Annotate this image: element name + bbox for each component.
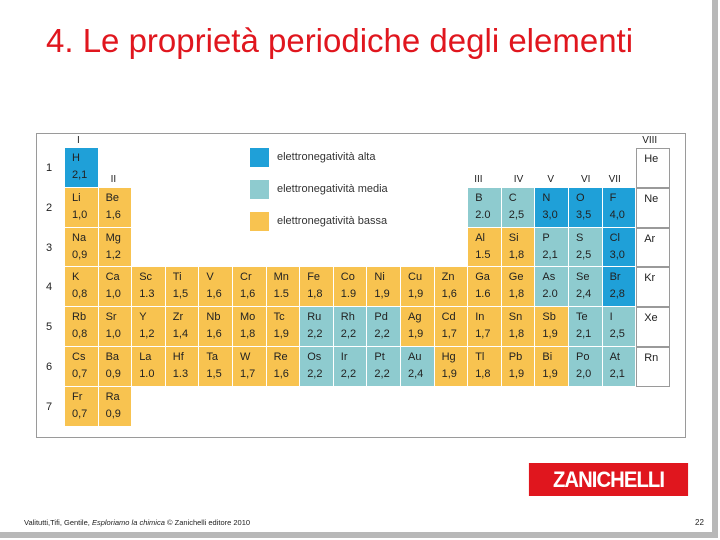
element-symbol: F (609, 191, 617, 204)
element-electronegativity: 4,0 (609, 208, 625, 221)
element-electronegativity: 2,0 (576, 368, 592, 380)
element-cell-pb (502, 347, 536, 387)
group-number-viii: VIII (642, 135, 658, 146)
legend-label: elettronegatività media (277, 183, 388, 195)
element-symbol: Ca (105, 271, 120, 284)
element-electronegativity: 1.6 (475, 288, 491, 301)
element-cell-f (603, 188, 637, 228)
element-electronegativity: 1.9 (340, 288, 357, 301)
zanichelli-logo: ZANICHELLI (529, 463, 688, 496)
element-electronegativity: 1,9 (273, 328, 289, 341)
element-symbol: Br (609, 271, 621, 284)
element-symbol: Tl (475, 351, 485, 363)
element-cell-zr (166, 307, 200, 347)
element-symbol: La (139, 351, 152, 363)
page-title (46, 22, 666, 60)
element-symbol: In (475, 311, 485, 324)
element-symbol: K (72, 271, 80, 284)
element-symbol: Ti (172, 271, 182, 284)
element-cell-ba (99, 347, 133, 387)
element-electronegativity: 1,9 (408, 328, 424, 341)
element-cell-os (300, 347, 334, 387)
element-cell-sc (132, 267, 166, 307)
legend-swatch (250, 148, 269, 167)
element-symbol: I (609, 311, 613, 324)
period-number-3: 3 (46, 241, 53, 254)
element-symbol: Ag (408, 311, 422, 324)
element-electronegativity: 2,1 (609, 368, 625, 380)
element-cell-te (569, 307, 603, 347)
element-electronegativity: 1.3 (172, 368, 189, 380)
element-electronegativity: 2.0 (542, 288, 558, 301)
element-electronegativity: 2,2 (340, 328, 357, 341)
element-cell-mo (233, 307, 267, 347)
legend-label: elettronegatività alta (277, 151, 376, 163)
element-symbol: Re (273, 351, 288, 363)
element-electronegativity: 1,2 (105, 248, 121, 261)
element-cell-li (65, 188, 99, 228)
element-cell-as (535, 267, 569, 307)
element-cell-k (65, 267, 99, 307)
element-symbol: P (542, 231, 550, 244)
element-symbol: Ta (206, 351, 219, 363)
element-cell-c (502, 188, 536, 228)
element-symbol: Xe (644, 312, 658, 325)
element-cell-nb (199, 307, 233, 347)
periodic-table-figure (36, 133, 686, 438)
element-cell-br (603, 267, 637, 307)
element-electronegativity: 1,0 (105, 328, 121, 341)
element-symbol: Hg (441, 351, 456, 363)
title-text: Le proprietà periodiche degli elementi (82, 22, 634, 59)
element-symbol: Cd (441, 311, 456, 324)
element-cell-hg (435, 347, 469, 387)
element-symbol: Cl (609, 231, 620, 244)
element-symbol: Cr (240, 271, 252, 284)
element-cell-b (468, 188, 502, 228)
element-symbol: Au (408, 351, 422, 363)
group-number-iv: IV (513, 173, 524, 185)
element-cell-hf (166, 347, 200, 387)
element-electronegativity: 1,9 (542, 328, 558, 341)
element-symbol: W (240, 351, 251, 363)
element-cell-rh (334, 307, 368, 347)
element-electronegativity: 1.5 (475, 248, 491, 261)
element-symbol: H (72, 152, 80, 164)
element-electronegativity: 1,5 (206, 368, 222, 380)
legend-swatch (250, 180, 269, 199)
element-cell-xe (636, 307, 670, 347)
element-electronegativity: 2,2 (307, 368, 323, 380)
element-symbol: Co (340, 271, 355, 284)
period-number-2: 2 (46, 201, 53, 214)
element-electronegativity: 1,8 (508, 288, 525, 301)
element-symbol: He (644, 153, 659, 165)
group-number-vi: VI (581, 173, 591, 185)
element-cell-sb (535, 307, 569, 347)
element-symbol: Ir (340, 351, 348, 363)
element-cell-ca (99, 267, 133, 307)
element-electronegativity: 2,2 (374, 368, 390, 380)
element-cell-ti (166, 267, 200, 307)
element-symbol: S (576, 231, 584, 244)
element-electronegativity: 2,8 (609, 288, 625, 301)
element-cell-in (468, 307, 502, 347)
element-cell-tl (468, 347, 502, 387)
element-electronegativity: 1,9 (508, 368, 525, 380)
group-number-v: V (547, 173, 555, 185)
element-electronegativity: 1,6 (240, 288, 256, 301)
element-cell-ga (468, 267, 502, 307)
element-symbol: Ra (105, 390, 120, 403)
element-cell-ne (636, 188, 670, 228)
element-electronegativity: 2,2 (340, 368, 357, 380)
element-symbol: Rh (340, 311, 355, 324)
element-electronegativity: 2,1 (576, 328, 592, 341)
element-electronegativity: 0,7 (72, 407, 88, 420)
element-electronegativity: 1.5 (273, 288, 289, 301)
element-symbol: Fe (307, 271, 321, 284)
element-symbol: Kr (644, 272, 656, 285)
element-cell-cl (603, 228, 637, 268)
element-cell-rb (65, 307, 99, 347)
element-electronegativity: 2,2 (374, 328, 390, 341)
element-cell-pt (367, 347, 401, 387)
element-symbol: Li (72, 191, 81, 204)
element-cell-p (535, 228, 569, 268)
element-symbol: Os (307, 351, 322, 363)
element-electronegativity: 1,9 (441, 368, 457, 380)
group-number-i: I (77, 135, 80, 146)
element-electronegativity: 2,5 (508, 208, 525, 221)
element-electronegativity: 1,4 (172, 328, 189, 341)
element-electronegativity: 1,8 (307, 288, 323, 301)
footer-book: Esploriamo la chimica (91, 518, 165, 527)
element-symbol: Si (508, 231, 519, 244)
element-electronegativity: 1,7 (441, 328, 457, 341)
element-symbol: Bi (542, 351, 553, 363)
title-number: 4. (46, 22, 74, 59)
element-symbol: Sn (508, 311, 523, 324)
element-cell-co (334, 267, 368, 307)
element-cell-w (233, 347, 267, 387)
element-symbol: Cu (408, 271, 423, 284)
element-electronegativity: 3,0 (609, 248, 625, 261)
element-symbol: Ni (374, 271, 385, 284)
element-symbol: O (576, 191, 585, 204)
element-cell-fr (65, 387, 99, 427)
element-cell-v (199, 267, 233, 307)
element-electronegativity: 1,8 (240, 328, 256, 341)
element-electronegativity: 1,0 (105, 288, 121, 301)
element-cell-zn (435, 267, 469, 307)
element-symbol: Rb (72, 311, 87, 324)
element-electronegativity: 1,9 (542, 368, 558, 380)
element-cell-se (569, 267, 603, 307)
element-cell-cd (435, 307, 469, 347)
element-cell-si (502, 228, 536, 268)
element-symbol: Sr (105, 311, 117, 324)
element-cell-y (132, 307, 166, 347)
legend-swatch (250, 212, 269, 231)
element-electronegativity: 0,9 (72, 248, 88, 261)
element-electronegativity: 2,5 (576, 248, 592, 261)
element-symbol: Ga (475, 271, 490, 284)
element-symbol: Y (139, 311, 147, 324)
element-symbol: V (206, 271, 214, 284)
element-electronegativity: 2,1 (542, 248, 558, 261)
element-symbol: Pt (374, 351, 385, 363)
element-cell-mn (267, 267, 301, 307)
page-number: 22 (695, 518, 704, 527)
element-symbol: Sc (139, 271, 153, 284)
element-cell-bi (535, 347, 569, 387)
element-symbol: Ne (644, 192, 659, 205)
element-electronegativity: 0,8 (72, 328, 88, 341)
period-number-5: 5 (46, 321, 53, 334)
element-symbol: Be (105, 191, 120, 204)
element-symbol: Pb (508, 351, 523, 363)
legend-label: elettronegatività bassa (277, 215, 388, 227)
element-symbol: Cs (72, 351, 86, 363)
element-cell-h (65, 148, 99, 188)
element-cell-sn (502, 307, 536, 347)
element-electronegativity: 2,4 (576, 288, 592, 301)
element-symbol: Sb (542, 311, 556, 324)
element-electronegativity: 1,8 (475, 368, 491, 380)
element-electronegativity: 0,7 (72, 368, 88, 380)
element-cell-tc (267, 307, 301, 347)
group-number-iii: III (474, 173, 483, 185)
footer-authors: Valitutti,Tifi, Gentile, (24, 518, 90, 527)
element-cell-he (636, 148, 670, 188)
element-symbol: Mn (273, 271, 289, 284)
element-electronegativity: 1,8 (508, 248, 525, 261)
element-symbol: Hf (172, 351, 184, 363)
period-number-4: 4 (46, 281, 53, 294)
element-cell-pd (367, 307, 401, 347)
element-electronegativity: 1,6 (441, 288, 457, 301)
element-symbol: As (542, 271, 556, 284)
period-number-7: 7 (46, 400, 53, 413)
element-symbol: Zr (172, 311, 184, 324)
element-symbol: Ar (644, 232, 656, 245)
group-number-ii: II (110, 173, 117, 185)
element-electronegativity: 3,0 (542, 208, 558, 221)
element-electronegativity: 1,7 (240, 368, 256, 380)
element-electronegativity: 1,2 (139, 328, 155, 341)
element-symbol: Nb (206, 311, 221, 324)
element-symbol: Te (576, 311, 588, 324)
element-symbol: Se (576, 271, 590, 284)
element-cell-fe (300, 267, 334, 307)
element-symbol: Pd (374, 311, 388, 324)
element-electronegativity: 1,6 (206, 288, 222, 301)
element-symbol: Mo (240, 311, 256, 324)
element-cell-mg (99, 228, 133, 268)
element-cell-al (468, 228, 502, 268)
element-symbol: Zn (441, 271, 455, 284)
element-electronegativity: 2,5 (609, 328, 625, 341)
element-cell-n (535, 188, 569, 228)
element-cell-at (603, 347, 637, 387)
element-cell-s (569, 228, 603, 268)
element-electronegativity: 2,1 (72, 169, 88, 181)
element-electronegativity: 0,9 (105, 368, 121, 380)
element-cell-cr (233, 267, 267, 307)
element-electronegativity: 2.0 (475, 208, 491, 221)
period-number-1: 1 (46, 162, 53, 174)
element-symbol: N (542, 191, 551, 204)
element-symbol: Po (576, 351, 590, 363)
element-cell-ge (502, 267, 536, 307)
element-electronegativity: 3,5 (576, 208, 592, 221)
element-cell-re (267, 347, 301, 387)
element-cell-i (603, 307, 637, 347)
element-electronegativity: 0,8 (72, 288, 88, 301)
element-symbol: Na (72, 231, 87, 244)
element-symbol: Al (475, 231, 485, 244)
footer-credit (24, 518, 250, 527)
element-electronegativity: 2,4 (408, 368, 424, 380)
element-symbol: Rn (644, 352, 659, 364)
element-cell-cs (65, 347, 99, 387)
element-cell-sr (99, 307, 133, 347)
element-symbol: At (609, 351, 620, 363)
element-cell-kr (636, 267, 670, 307)
element-cell-ir (334, 347, 368, 387)
element-electronegativity: 1,6 (273, 368, 289, 380)
element-electronegativity: 1,7 (475, 328, 491, 341)
element-cell-ra (99, 387, 133, 427)
element-electronegativity: 1,5 (172, 288, 189, 301)
group-number-vii: VII (608, 173, 621, 185)
element-symbol: Ba (105, 351, 120, 363)
element-electronegativity: 0,9 (105, 407, 121, 420)
element-symbol: Mg (105, 231, 121, 244)
element-cell-ni (367, 267, 401, 307)
element-electronegativity: 1.3 (139, 288, 155, 301)
element-symbol: C (508, 191, 517, 204)
element-electronegativity: 1,0 (72, 208, 88, 221)
element-cell-na (65, 228, 99, 268)
element-symbol: Ge (508, 271, 524, 284)
element-electronegativity: 1,8 (508, 328, 525, 341)
period-number-6: 6 (46, 361, 53, 373)
element-cell-rn (636, 347, 670, 387)
element-electronegativity: 1,6 (206, 328, 222, 341)
element-cell-la (132, 347, 166, 387)
element-symbol: B (475, 191, 483, 204)
element-symbol: Tc (273, 311, 285, 324)
element-cell-ag (401, 307, 435, 347)
element-cell-ru (300, 307, 334, 347)
element-cell-po (569, 347, 603, 387)
element-electronegativity: 1,9 (408, 288, 424, 301)
element-electronegativity: 2,2 (307, 328, 323, 341)
element-cell-cu (401, 267, 435, 307)
element-electronegativity: 1.0 (139, 368, 155, 380)
footer-publisher: © Zanichelli editore 2010 (167, 518, 251, 527)
element-cell-o (569, 188, 603, 228)
element-cell-au (401, 347, 435, 387)
element-cell-ta (199, 347, 233, 387)
element-cell-ar (636, 228, 670, 268)
element-symbol: Ru (307, 311, 322, 324)
element-electronegativity: 1,6 (105, 208, 121, 221)
element-cell-be (99, 188, 133, 228)
element-symbol: Fr (72, 390, 83, 403)
element-electronegativity: 1,9 (374, 288, 390, 301)
